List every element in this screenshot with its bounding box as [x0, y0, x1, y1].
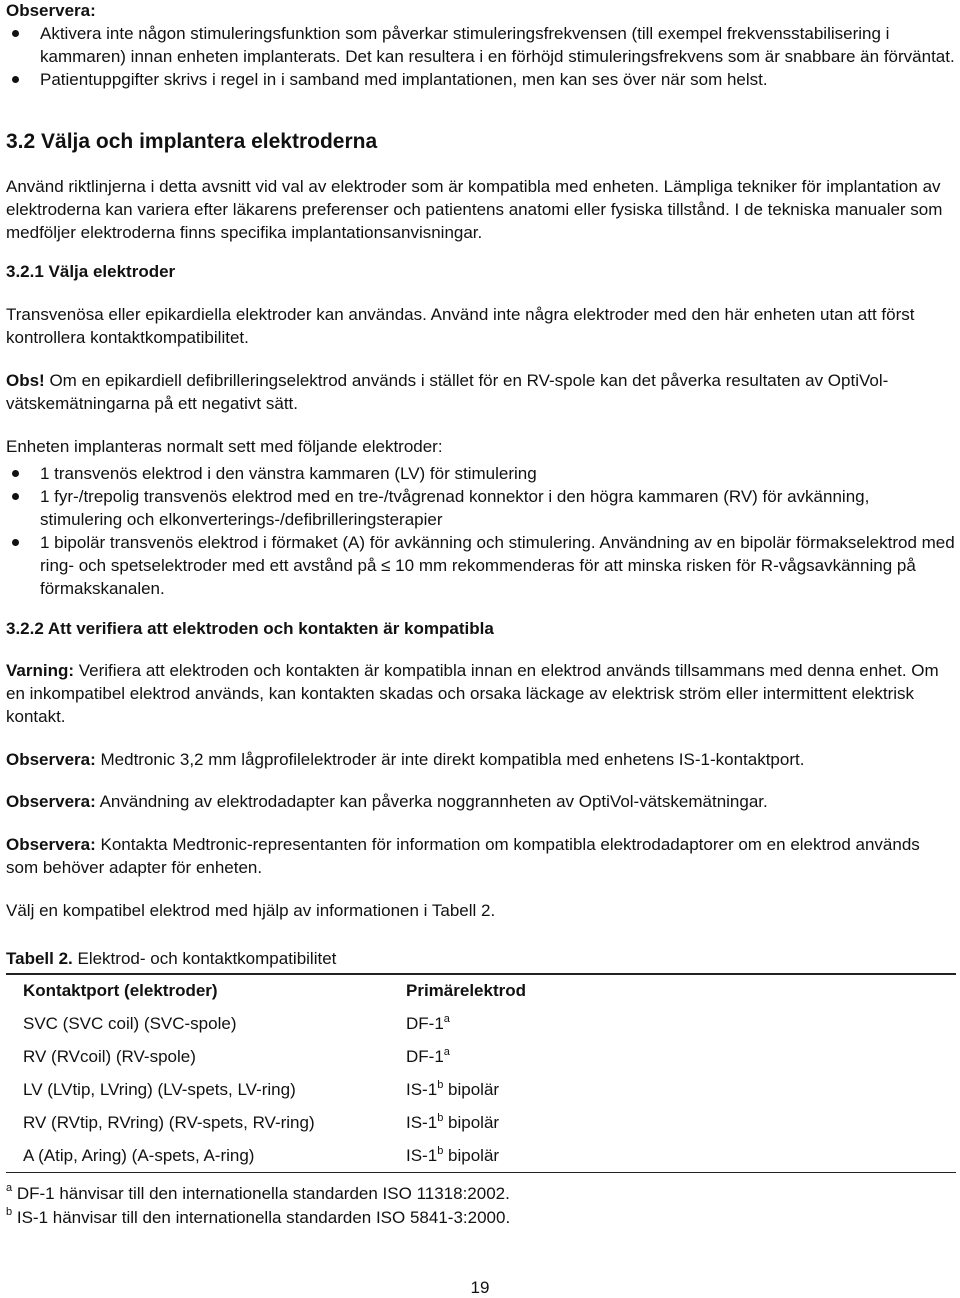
table-cell-lead: DF-1$^a$ — [406, 1046, 450, 1066]
table-caption — [6, 947, 956, 970]
bullet-icon — [12, 539, 19, 546]
page-number: 19 — [470, 1278, 490, 1297]
table-cell-port: A (Atip, Aring) (A-spets, A-ring) — [23, 1146, 255, 1165]
column-header-port: Kontaktport (elektroder) — [23, 981, 218, 1000]
bullet-icon — [12, 493, 19, 500]
list-item: 1 fyr-/trepolig transvenös elektrod med en tre-/tvågrenad konnektor i den högra kammaren (RV) för avkänning, stimulering och elkonverterings-/defibrilleringsterapier — [6, 485, 956, 531]
section-3-2-1-body: Transvenösa eller epikardiella elektroder kan användas. Använd inte några elektroder med den här enheten utan att först kontrollera kontaktkompatibilitet. — [6, 305, 915, 347]
list-item: 1 transvenös elektrod i den vänstra kammaren (LV) för stimulering — [6, 462, 956, 485]
list-item: 1 bipolär transvenös elektrod i förmaket (A) för avkänning och stimulering. Användning av en bipolär förmakselektrod med ring- och spetselektroder med ett avstånd på ≤ 10 mm rekommenderas för att minska risken för R-vågsavkänning på förmakskanalen. — [6, 531, 956, 600]
obs-note — [6, 369, 956, 415]
table-caption-text: Elektrod- och kontaktkompatibilitet — [72, 949, 337, 968]
observera-label: Observera: — [6, 750, 96, 769]
bullet-icon — [12, 470, 19, 477]
table-cell-lead: IS-1$^b$ bipolär — [406, 1112, 500, 1132]
table-caption-label: Tabell 2. — [6, 949, 73, 968]
table-cell-port: RV (RVtip, RVring) (RV-spets, RV-ring) — [23, 1113, 315, 1132]
select-instruction: Välj en kompatibel elektrod med hjälp av informationen i Tabell 2. — [6, 901, 496, 920]
footnote-a: $^a$ DF-1 hänvisar till den internationella standarden ISO 11318:2002. — [6, 1182, 510, 1203]
observera-note-2 — [6, 790, 956, 813]
column-header-lead: Primärelektrod — [406, 981, 526, 1000]
section-title-3-2-1: 3.2.1 Välja elektroder — [6, 262, 176, 281]
electrodes-intro: Enheten implanteras normalt sett med följande elektroder: — [6, 437, 443, 456]
observera-list — [6, 22, 956, 91]
section-title-3-2-2: 3.2.2 Att verifiera att elektroden och kontakten är kompatibla — [6, 619, 494, 638]
varning-label: Varning: — [6, 661, 75, 680]
table-cell-lead: IS-1$^b$ bipolär — [406, 1079, 500, 1099]
table-cell-port: LV (LVtip, LVring) (LV-spets, LV-ring) — [23, 1080, 296, 1099]
table-cell-lead: DF-1$^a$ — [406, 1013, 450, 1033]
observera-note-1 — [6, 748, 956, 771]
varning-text: Verifiera att elektroden och kontakten är kompatibla innan en elektrod används tillsammans med denna enhet. Om en inkompatibel elektrod används, kan kontakten skadas och orsaka läckage av elektrisk ström eller intermittent elektrisk kontakt. — [6, 661, 939, 726]
table-cell-port: SVC (SVC coil) (SVC-spole) — [23, 1014, 237, 1033]
observera-note-3 — [6, 833, 956, 879]
table-top-rule — [6, 973, 956, 975]
observera-label: Observera: — [6, 835, 96, 854]
bullet-icon — [12, 30, 19, 37]
obs-text: Om en epikardiell defibrilleringselektrod används i stället för en RV-spole kan det påverka resultaten av OptiVol-vätskemätningarna på ett negativt sätt. — [6, 371, 889, 413]
varning-note — [6, 659, 956, 728]
obs-label: Obs! — [6, 371, 45, 390]
observera-label: Observera: — [6, 792, 96, 811]
observera-text: Kontakta Medtronic-representanten för information om kompatibla elektrodadaptorer om en elektrod används som behöver adapter för enheten. — [6, 835, 920, 877]
list-item: Aktivera inte någon stimuleringsfunktion som påverkar stimuleringsfrekvensen (till exempel frekvensstabilisering i kammaren) innan enheten implanterats. Det kan resultera i en förhöjd stimuleringsfrekvens som är snabbare än förväntat. — [6, 22, 956, 68]
section-title-3-2: 3.2 Välja och implantera elektroderna — [6, 130, 378, 153]
bullet-icon — [12, 76, 19, 83]
table-cell-lead: IS-1$^b$ bipolär — [406, 1145, 500, 1165]
observera-text: Medtronic 3,2 mm lågprofilelektroder är inte direkt kompatibla med enhetens IS-1-kontaktport. — [95, 750, 805, 769]
table-bottom-rule — [6, 1172, 956, 1173]
list-item: Patientuppgifter skrivs i regel in i samband med implantationen, men kan ses över när som helst. — [6, 68, 956, 91]
observera-text: Användning av elektrodadapter kan påverka noggrannheten av OptiVol-vätskemätningar. — [95, 792, 768, 811]
footnote-b: $^b$ IS-1 hänvisar till den internationella standarden ISO 5841-3:2000. — [6, 1206, 511, 1227]
observera-heading: Observera: — [6, 1, 96, 20]
section-3-2-body: Använd riktlinjerna i detta avsnitt vid val av elektroder som är kompatibla med enheten. Lämpliga tekniker för implantation av elektroderna kan variera efter läkarens preferenser och patientens anatomi eller fysiska tillstånd. I de tekniska manualer som medföljer elektroderna finns specifika implantationsanvisningar. — [6, 177, 943, 242]
table-cell-port: RV (RVcoil) (RV-spole) — [23, 1047, 196, 1066]
electrodes-list — [6, 462, 956, 600]
